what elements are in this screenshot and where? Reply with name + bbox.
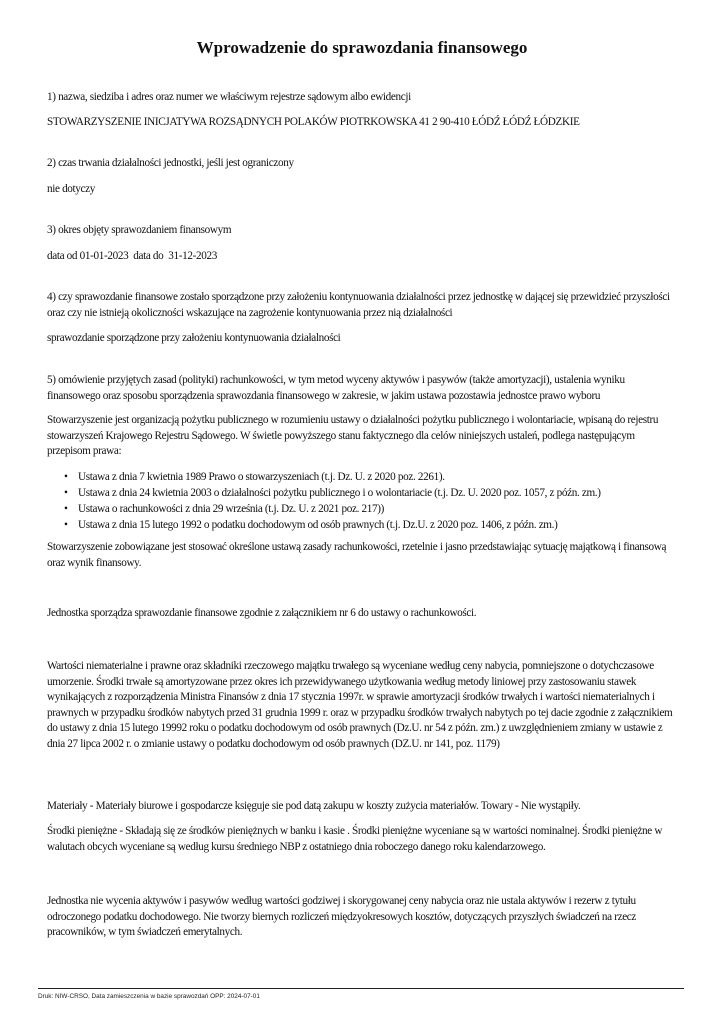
law-item: • Ustawa z dnia 15 lutego 1992 o podatku dochodowym od osób prawnych (t.j. Dz.U. z 2020 poz. 1406, z późn. zm.) (47, 517, 679, 533)
section-4-answer: sprawozdanie sporządzone przy założeniu kontynuowania działalności (47, 332, 341, 344)
section-3-answer: data od 01-01-2023 data do 31-12-2023 (47, 250, 217, 262)
laws-list (47, 469, 679, 533)
section-5-question: 5) omówienie przyjętych zasad (polityki) rachunkowości, w tym metod wyceny aktywów i pasywów (także amortyzacji), ustalenia wyniku finansowego oraz sposobu sporządzenia sprawozdania finansowego w zakresie, w jakim ustawa pozostawia jednostce prawo wyboru (47, 374, 625, 402)
cash-paragraph: Środki pieniężne - Składają się ze środków pieniężnych w banku i kasie . Środki pieniężne wyceniane są w wartości nominalnej. Środki pieniężne w walutach obcych wyceniane są według kursu średniego NBP z ostatniego dnia roboczego danego roku kalendarzowego. (47, 825, 663, 853)
section-4-question: 4) czy sprawozdanie finansowe zostało sporządzone przy założeniu kontynuowania działalności przez jednostkę w dającej się przewidzieć przyszłości oraz czy nie istnieją okoliczności wskazujące na zagrożenie kontynuowania przez nią działalności (47, 291, 670, 319)
footer-divider (38, 988, 684, 989)
section-2-answer: nie dotyczy (47, 183, 96, 195)
law-item: • Ustawa o rachunkowości z dnia 29 września (t.j. Dz. U. z 2021 poz. 217)) (47, 501, 679, 517)
assets-valuation-paragraph: Wartości niematerialne i prawne oraz składniki rzeczowego majątku trwałego są wyceniane według ceny nabycia, pomniejszone o dotychczasowe umorzenie. Środki trwałe są amortyzowane przez okres ich przewidywanego użytkowania według metody liniowej przy zastosowaniu stawek wynikających z rozporządzenia Ministra Finansów z dnia 17 stycznia 1997r. w sprawie amortyzacji środków trwałych i wartości niematerialnych i prawnych w przypadku środków nabytych przed 31 grudnia 1999 r. oraz w przypadku środków trwałych nabytych po tej dacie zgodnie z załącznikiem do ustawy z dnia 15 lutego 19992 roku o podatku dochodowym od osób prawnych (Dz.U. nr 54 z późn. zm.) z uwzględnieniem zmiany w ustawie z dnia 27 lipca 2002 r. o zmianie ustawy o podatku dochodowym od osób prawnych (DZ.U. nr 141, poz. 1179) (47, 660, 673, 750)
annex-paragraph: Jednostka sporządza sprawozdanie finansowe zgodnie z załącznikiem nr 6 do ustawy o rachunkowości. (47, 607, 477, 619)
section-3-question: 3) okres objęty sprawozdaniem finansowym (47, 224, 232, 236)
law-item: • Ustawa z dnia 7 kwietnia 1989 Prawo o stowarzyszeniach (t.j. Dz. U. z 2020 poz. 2261). (47, 469, 679, 485)
obligation-paragraph: Stowarzyszenie zobowiązane jest stosować określone ustawą zasady rachunkowości, rzetelnie i jasno przedstawiając sytuację majątkową i finansową oraz wynik finansowy. (47, 541, 667, 569)
section-2-question: 2) czas trwania działalności jednostki, jeśli jest ograniczony (47, 157, 294, 169)
fair-value-paragraph: Jednostka nie wycenia aktywów i pasywów według wartości godziwej i skorygowanej ceny nabycia oraz nie ustala aktywów i rezerw z tytułu odroczonego podatku dochodowego. Nie tworzy biernych rozliczeń międzyokresowych kosztów, dotyczących przyszłych świadczeń na rzecz pracowników, w tym świadczeń emerytalnych. (47, 895, 637, 938)
section-5-intro: Stowarzyszenie jest organizacją pożytku publicznego w rozumieniu ustawy o działalności pożytku publicznego i wolontariacie, wpisaną do rejestru stowarzyszeń Krajowego Rejestru Sądowego. W świetle powyższego stanu faktycznego dla celów niniejszych ustaleń, podlega następującym przepisom prawa: (47, 414, 659, 457)
section-1-question: 1) nazwa, siedziba i adres oraz numer we właściwym rejestrze sądowym albo ewidencji (47, 91, 411, 103)
document-title: Wprowadzenie do sprawozdania finansowego (196, 38, 528, 57)
materials-paragraph: Materiały - Materiały biurowe i gospodarcze księguje sie pod datą zakupu w koszty zużycia materiałów. Towary - Nie wystąpiły. (47, 800, 581, 812)
footer-print-info: Druk: NIW-CRSO, Data zamieszczenia w bazie sprawozdań OPP: 2024-07-01 (38, 993, 260, 1000)
section-1-answer: STOWARZYSZENIE INICJATYWA ROZSĄDNYCH POLAKÓW PIOTRKOWSKA 41 2 90-410 ŁÓDŹ ŁÓDŹ ŁÓDZKIE (47, 116, 580, 128)
law-item: • Ustawa z dnia 24 kwietnia 2003 o działalności pożytku publicznego i o wolontariacie (t.j. Dz. U. 2020 poz. 1057, z późn. zm.) (47, 485, 679, 501)
